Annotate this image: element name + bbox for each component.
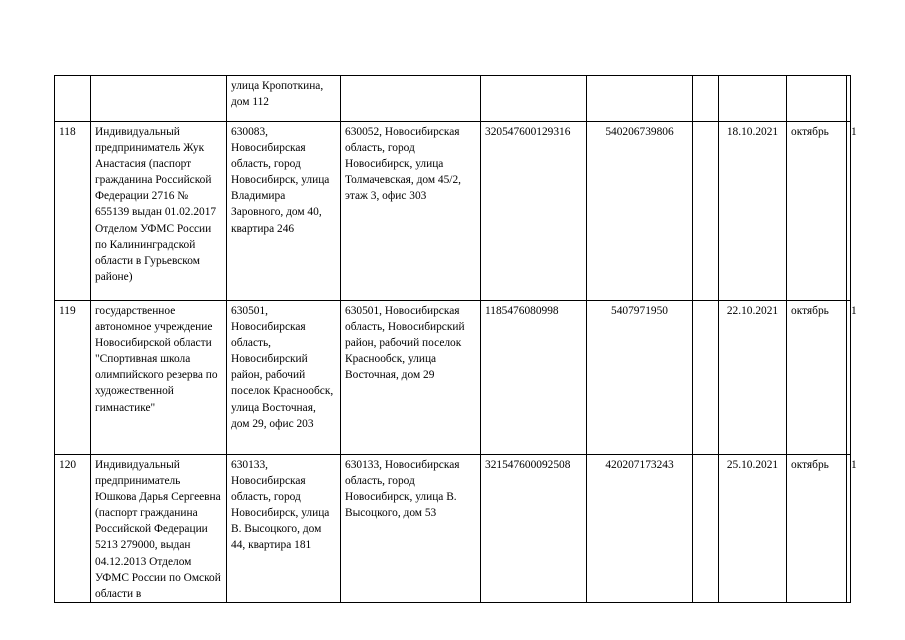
- cell-address: улица Кропоткина, дом 112: [227, 76, 341, 122]
- cell-activity-address: 630133, Новосибирская область, город Новосибирск, улица В. Высоцкого, дом 53: [341, 455, 481, 603]
- cell-ogrn: 320547600129316: [481, 122, 587, 301]
- cell-address: 630083, Новосибирская область, город Новосибирск, улица Владимира Заровного, дом 40, квартира 246: [227, 122, 341, 301]
- cell-empty: [693, 122, 719, 301]
- cell-count: 1: [847, 301, 851, 455]
- cell-ogrn: [481, 76, 587, 122]
- cell-ogrn: 1185476080998: [481, 301, 587, 455]
- cell-date: 22.10.2021: [719, 301, 787, 455]
- cell-month: октябрь: [787, 455, 847, 603]
- cell-month: октябрь: [787, 301, 847, 455]
- cell-name: [91, 76, 227, 122]
- cell-inn: 5407971950: [587, 301, 693, 455]
- cell-date: 18.10.2021: [719, 122, 787, 301]
- cell-address: 630501, Новосибирская область, Новосибирский район, рабочий поселок Краснообск, улица Восточная, дом 29, офис 203: [227, 301, 341, 455]
- cell-inn: [587, 76, 693, 122]
- cell-month: [787, 76, 847, 122]
- cell-name: Индивидуальный предприниматель Юшкова Дарья Сергеевна (паспорт гражданина Российской Федерации 5213 279000, выдан 04.12.2013 Отделом УФМС России по Омской области в: [91, 455, 227, 603]
- cell-empty: [693, 301, 719, 455]
- cell-empty: [693, 455, 719, 603]
- cell-num: 118: [55, 122, 91, 301]
- cell-num: 119: [55, 301, 91, 455]
- cell-count: 1: [847, 455, 851, 603]
- cell-num: [55, 76, 91, 122]
- cell-name: Индивидуальный предприниматель Жук Анастасия (паспорт гражданина Российской Федерации 2716 № 655139 выдан 01.02.2017 Отделом УФМС России по Калининградской области в Гурьевском районе): [91, 122, 227, 301]
- cell-count: [847, 76, 851, 122]
- table-row: [55, 455, 851, 603]
- cell-count: 1: [847, 122, 851, 301]
- cell-ogrn: 321547600092508: [481, 455, 587, 603]
- table-row: [55, 301, 851, 455]
- cell-inn: 540206739806: [587, 122, 693, 301]
- cell-name: государственное автономное учреждение Новосибирской области "Спортивная школа олимпийского резерва по художественной гимнастике": [91, 301, 227, 455]
- cell-month: октябрь: [787, 122, 847, 301]
- table-row: [55, 122, 851, 301]
- cell-date: 25.10.2021: [719, 455, 787, 603]
- cell-num: 120: [55, 455, 91, 603]
- table-row-continuation: [55, 76, 851, 122]
- cell-activity-address: 630501, Новосибирская область, Новосибирский район, рабочий поселок Краснообск, улица Восточная, дом 29: [341, 301, 481, 455]
- cell-address: 630133, Новосибирская область, город Новосибирск, улица В. Высоцкого, дом 44, квартира 181: [227, 455, 341, 603]
- cell-activity-address: 630052, Новосибирская область, город Новосибирск, улица Толмачевская, дом 45/2, этаж 3, офис 303: [341, 122, 481, 301]
- cell-inn: 420207173243: [587, 455, 693, 603]
- cell-empty: [693, 76, 719, 122]
- cell-activity-address: [341, 76, 481, 122]
- registry-table: [54, 75, 857, 603]
- cell-date: [719, 76, 787, 122]
